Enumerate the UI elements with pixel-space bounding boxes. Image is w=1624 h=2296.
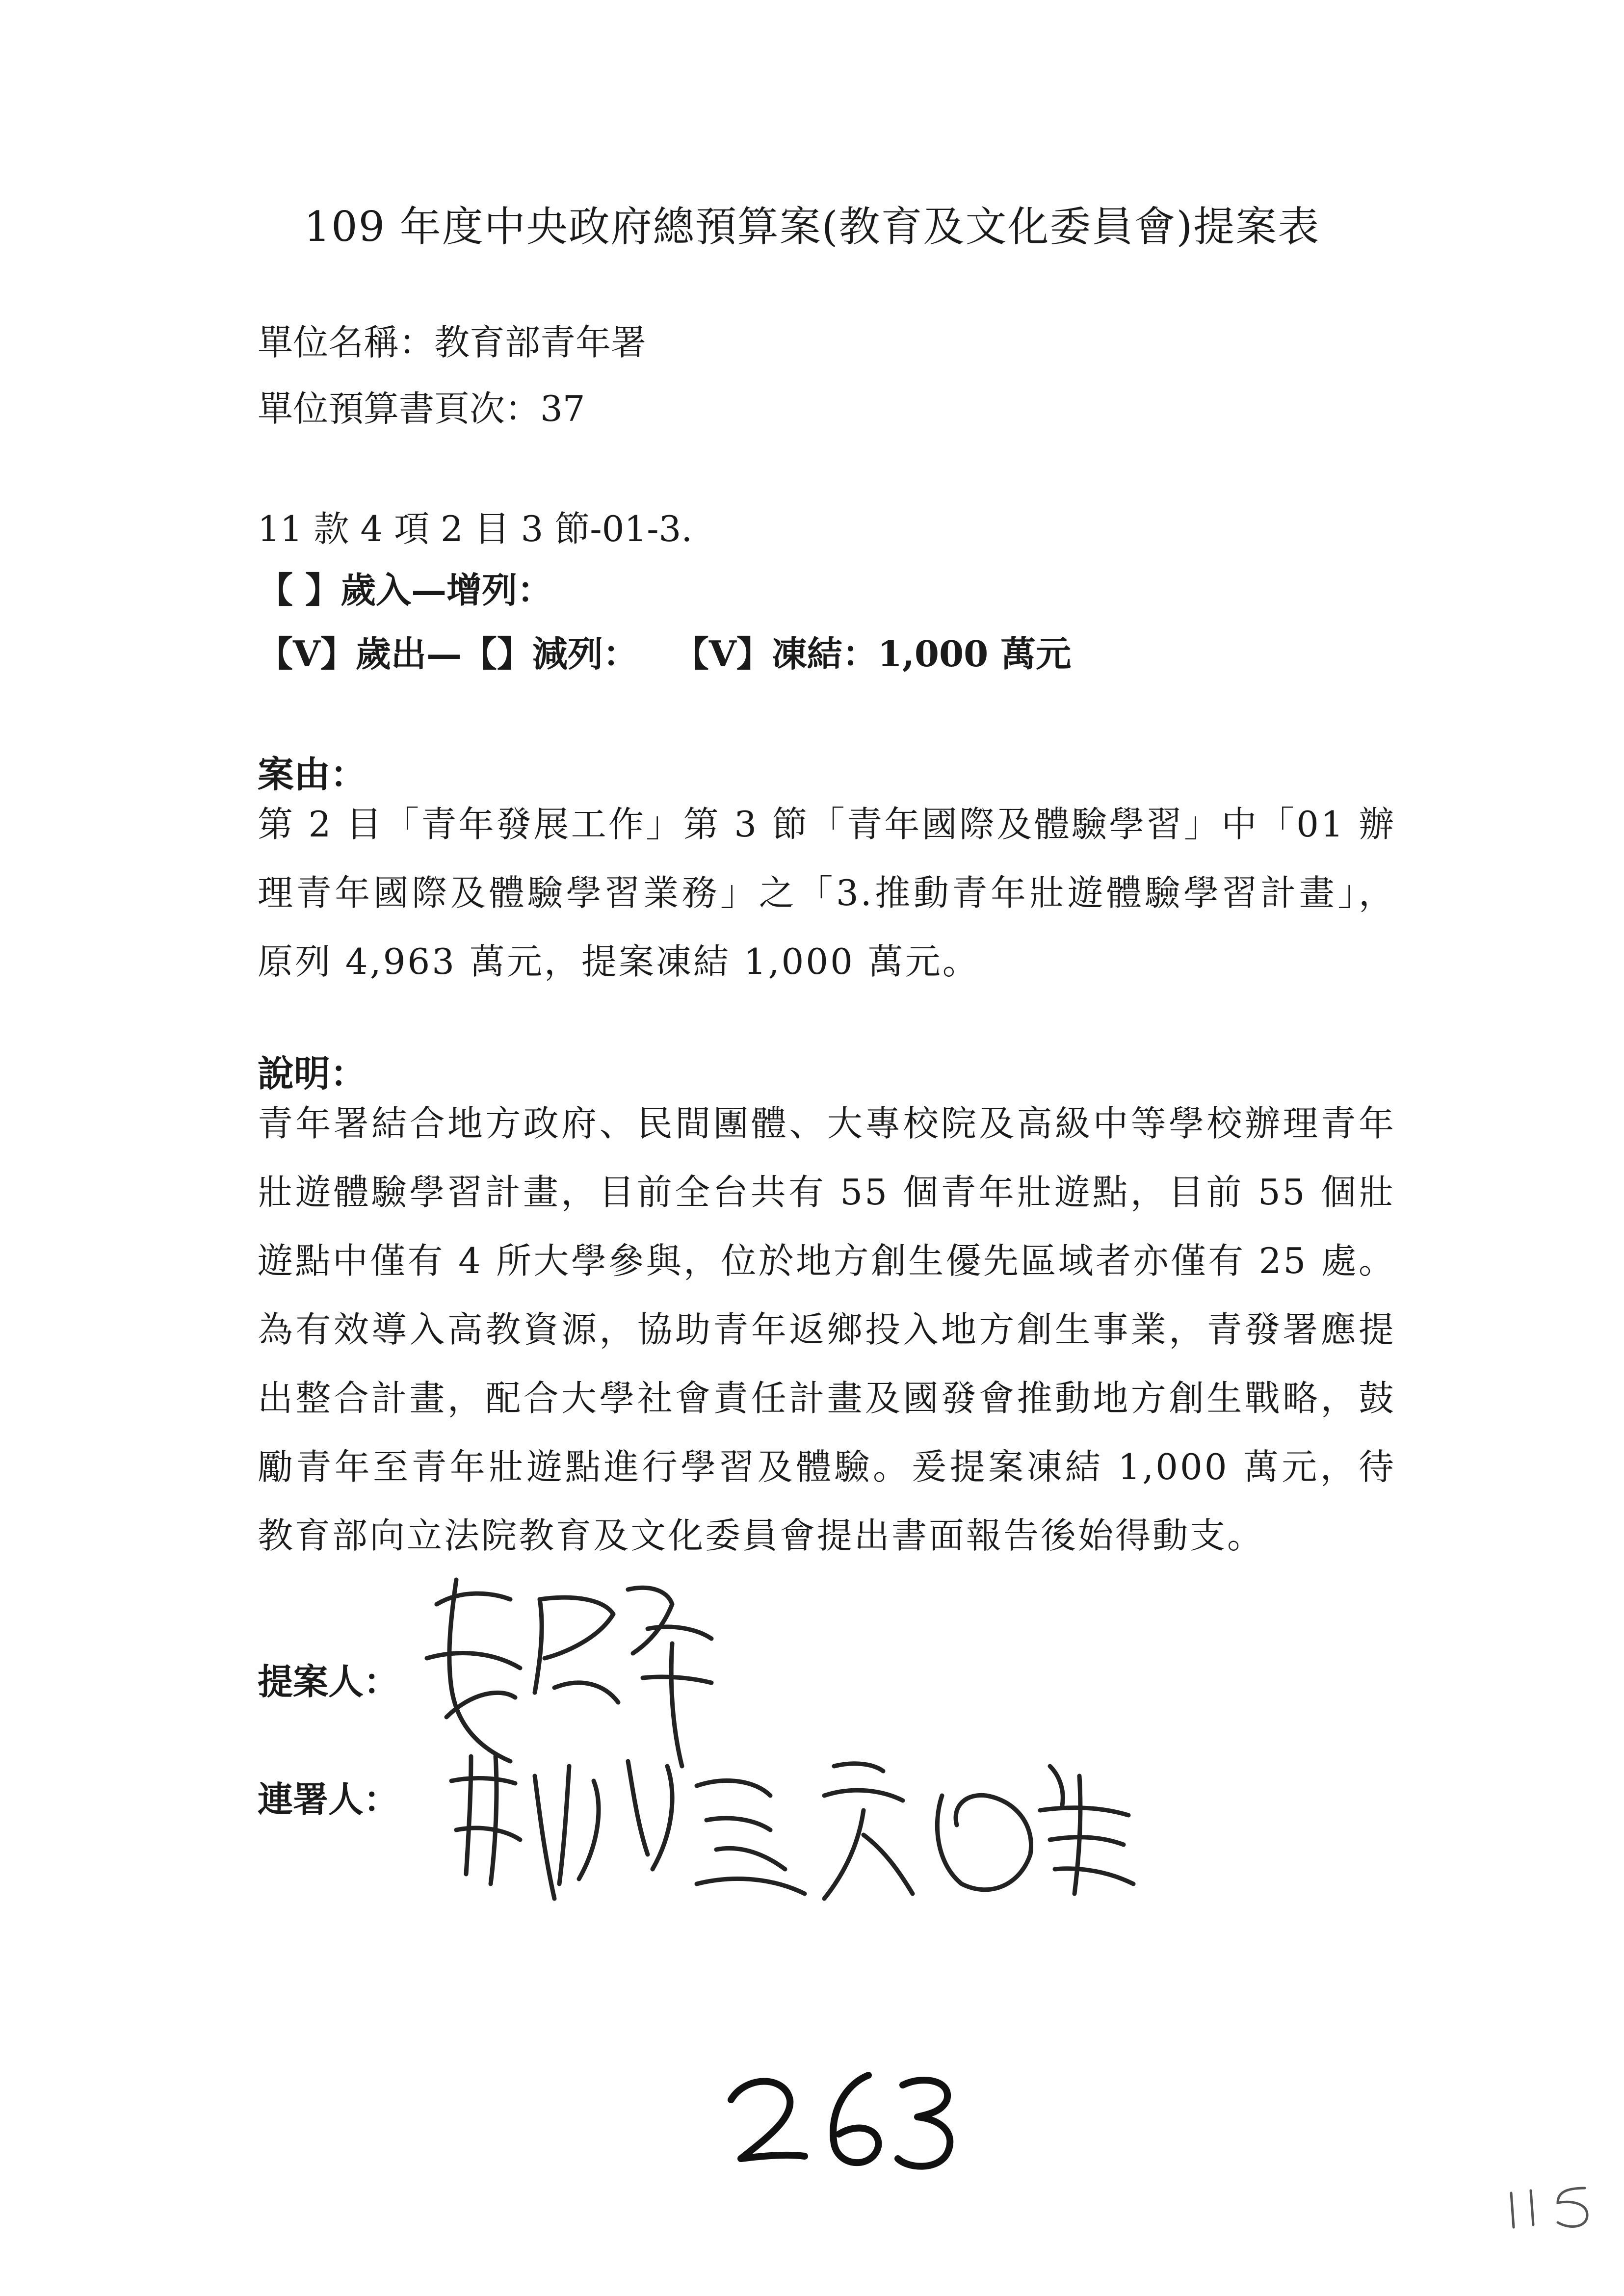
cosigner-signatures	[442, 1737, 1153, 1933]
unit-budget-page: 單位預算書頁次：37	[258, 388, 585, 429]
handwritten-page-number	[711, 2056, 967, 2183]
handwritten-corner-number	[1501, 2173, 1599, 2237]
proposer-label: 提案人：	[258, 1661, 399, 1702]
revenue-line: 【 】歲入—增列：	[258, 569, 553, 611]
reason-heading: 案由：	[258, 754, 367, 796]
cosigner-label: 連署人：	[258, 1778, 399, 1820]
item-code: 11 款 4 項 2 目 3 節-01-3.	[258, 508, 693, 549]
reason-text: 第 2 目「青年發展工作」第 3 節「青年國際及體驗學習」中「01 辦理青年國際及體驗學習業務」之「3.推動青年壯遊體驗學習計畫」，原列 4,963 萬元，提案凍結 1,000 萬元。	[258, 804, 1396, 982]
expense-line: 【V】歲出—【】減列： 【V】凍結：1,000 萬元	[258, 633, 1072, 675]
explain-heading: 說明：	[258, 1053, 367, 1095]
explain-text: 青年署結合地方政府、民間團體、大專校院及高級中等學校辦理青年壯遊體驗學習計畫，目前全台共有 55 個青年壯遊點，目前 55 個壯遊點中僅有 4 所大學參與，位於地方創生優先區域者亦僅有 25 處。為有效導入高教資源，協助青年返鄉投入地方創生事業，青發署應提出整合計畫，配合大學社會責任計畫及國發會推動地方創生戰略，鼓勵青年至青年壯遊點進行學習及體驗。爰提案凍結 1,000 萬元，待教育部向立法院教育及文化委員會提出書面報告後始得動支。	[258, 1103, 1396, 1556]
unit-name: 單位名稱：教育部青年署	[258, 322, 647, 363]
document-title: 109 年度中央政府總預算案(教育及文化委員會)提案表	[304, 203, 1320, 251]
